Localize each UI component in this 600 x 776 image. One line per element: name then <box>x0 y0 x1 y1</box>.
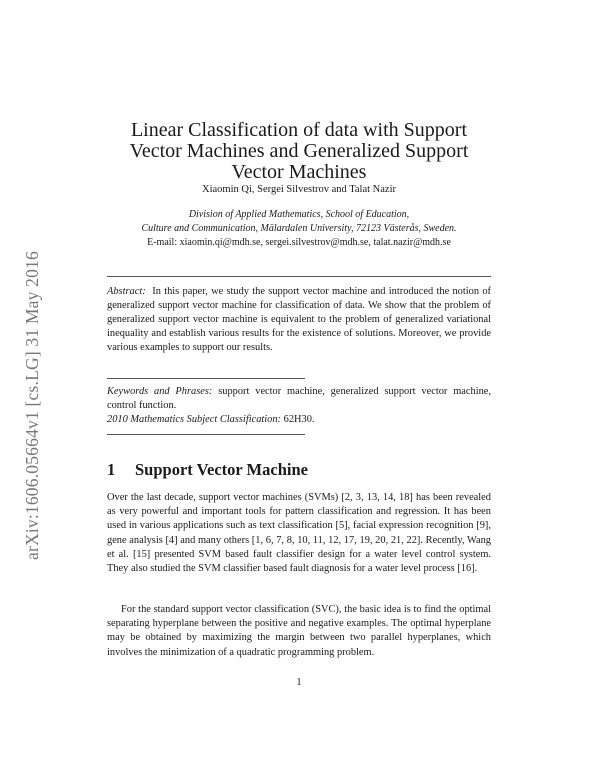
abstract-bottom-rule <box>107 378 305 379</box>
msc-text: 62H30. <box>283 414 315 425</box>
abstract-label: Abstract: <box>107 286 146 297</box>
paper-title: Linear Classification of data with Support Vector Machines and Generalized Support Vector Machines <box>129 119 469 183</box>
affiliation-line-1: Division of Applied Mathematics, School of Education, <box>188 209 410 220</box>
email-line: E-mail: xiaomin.qi@mdh.se, sergei.silvestrov@mdh.se, talat.nazir@mdh.se <box>147 237 451 248</box>
keywords-block <box>107 385 491 427</box>
body-paragraph-2: For the standard support vector classification (SVC), the basic idea is to find the optimal separating hyperplane between the positive and negative examples. The optimal hyperplane may be obtained by maximizing the margin between two parallel hyperplanes, which involves the minimization of a quadratic programming problem. <box>107 604 491 658</box>
keywords <box>107 385 491 413</box>
section-heading <box>107 460 491 480</box>
abstract <box>107 285 491 355</box>
keywords-label: Keywords and Phrases: <box>107 386 213 397</box>
keywords-bottom-rule <box>107 434 305 435</box>
paper-affiliation <box>107 208 491 250</box>
body-paragraph-1: Over the last decade, support vector machines (SVMs) [2, 3, 13, 14, 18] has been revealed as very powerful and important tools for pattern classification and regression. It has been used in various applications such as text classification [5], facial expression recognition [9], gene analysis [4] and many others [1, 6, 7, 8, 10, 11, 12, 17, 19, 20, 21, 22]. Recently, Wang et al. [15] presented SVM based fault classifier design for a water level control system. They also studied the SVM classifier based fault diagnosis for a water level process [16]. <box>107 492 491 575</box>
page-number: 1 <box>296 677 302 688</box>
abstract-text: In this paper, we study the support vector machine and introduced the notion of generalized support vector machine for classification of data. We show that the problem of generalized support vector machine is equivalent to the problem of generalized variational inequality and establish various results for the existence of solutions. Moreover, we provide various examples to support our results. <box>107 286 491 353</box>
keywords-text: support vector machine, generalized support vector machine, control function. <box>107 386 491 411</box>
paper-authors: Xiaomin Qi, Sergei Silvestrov and Talat Nazir <box>202 184 396 195</box>
msc-classification <box>107 413 491 427</box>
arxiv-identifier-stamp: arXiv:1606.05664v1 [cs.LG] 31 May 2016 <box>22 251 42 560</box>
section-number: 1 <box>107 460 116 479</box>
abstract-top-rule <box>107 276 491 277</box>
msc-label: 2010 Mathematics Subject Classification: <box>107 414 282 425</box>
section-title: Support Vector Machine <box>135 460 308 479</box>
affiliation-line-2: Culture and Communication, Mälardalen University, 72123 Västerås, Sweden. <box>141 223 457 234</box>
